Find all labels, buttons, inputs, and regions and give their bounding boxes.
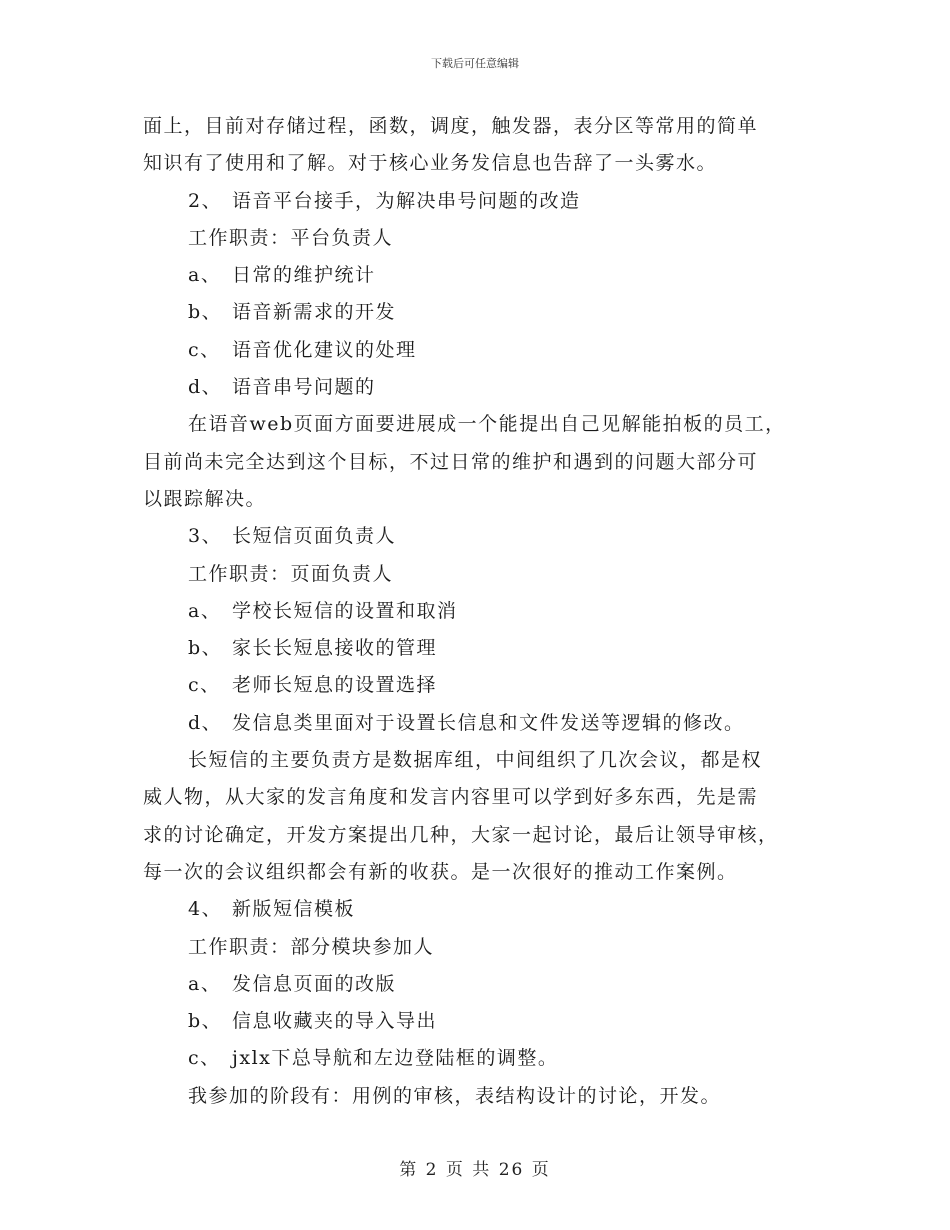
list-item <box>143 1003 813 1040</box>
list-item-text: 学校长短信的设置和取消 <box>232 599 458 622</box>
list-item-text: jxlx下总导航和左边登陆框的调整。 <box>232 1047 559 1070</box>
list-item-marker: b、 <box>188 637 223 660</box>
list-item-text: 语音串号问题的 <box>232 376 376 399</box>
list-item-marker: d、 <box>188 376 223 399</box>
list-item-marker: a、 <box>188 264 222 287</box>
list-item-text: 家长长短息接收的管理 <box>232 637 438 660</box>
page-number-footer: 第 2 页 共 26 页 <box>399 1160 551 1180</box>
paragraph-line: 威人物，从大家的发言角度和发言内容里可以学到好多东西，先是需 <box>143 786 759 809</box>
paragraph-line: 工作职责：平台负责人 <box>188 226 394 249</box>
list-item-marker: c、 <box>188 338 221 361</box>
paragraph-line: 面上，目前对存储过程，函数，调度，触发器，表分区等常用的简单 <box>143 115 759 137</box>
page-header: 下载后可任意编辑 <box>431 57 519 70</box>
list-item-marker: 4、 <box>188 898 223 921</box>
list-item-marker: b、 <box>188 301 223 324</box>
list-item-text: 长短信页面负责人 <box>232 525 397 548</box>
list-item-marker: 3、 <box>188 525 223 548</box>
list-item-marker: d、 <box>188 711 223 734</box>
list-item <box>143 1040 813 1077</box>
list-item <box>143 257 813 294</box>
list-item-text: 老师长短息的设置选择 <box>232 674 438 697</box>
list-item-text: 发信息类里面对于设置长信息和文件发送等逻辑的修改。 <box>232 711 745 734</box>
paragraph-line: 在语音web页面方面要进展成一个能提出自己见解能拍板的员工， <box>188 413 786 436</box>
list-item-text: 语音平台接手，为解决串号问题的改造 <box>232 189 581 212</box>
list-item <box>143 630 813 667</box>
paragraph-line: 知识有了使用和了解。对于核心业务发信息也告辞了一头雾水。 <box>143 152 718 175</box>
list-item-marker: c、 <box>188 1047 221 1070</box>
document-body <box>143 108 813 1115</box>
list-item <box>143 369 813 406</box>
list-item <box>143 593 813 630</box>
list-item-marker: a、 <box>188 972 222 995</box>
paragraph-line: 目前尚未完全达到这个目标，不过日常的维护和遇到的问题大部分可 <box>143 450 759 473</box>
list-item-text: 新版短信模板 <box>232 898 356 921</box>
paragraph-line: 我参加的阶段有：用例的审核，表结构设计的讨论，开发。 <box>188 1084 722 1107</box>
list-item-marker: a、 <box>188 599 222 622</box>
list-item <box>143 183 813 220</box>
paragraph-line: 以跟踪解决。 <box>143 487 267 510</box>
list-item <box>143 667 813 704</box>
list-item-marker: b、 <box>188 1010 223 1033</box>
list-item <box>143 518 813 555</box>
list-item-text: 发信息页面的改版 <box>232 972 397 995</box>
paragraph-line: 工作职责：页面负责人 <box>188 562 394 585</box>
list-item <box>143 891 813 928</box>
list-item <box>143 294 813 331</box>
list-item <box>143 705 813 742</box>
list-item-text: 语音优化建议的处理 <box>232 338 417 361</box>
list-item-text: 日常的维护统计 <box>232 264 376 287</box>
list-item-text: 语音新需求的开发 <box>232 301 397 324</box>
paragraph-line: 求的讨论确定，开发方案提出几种，大家一起讨论，最后让领导审核， <box>143 823 779 846</box>
list-item-marker: 2、 <box>188 189 223 212</box>
list-item-text: 信息收藏夹的导入导出 <box>232 1010 438 1033</box>
paragraph-line: 长短信的主要负责方是数据库组，中间组织了几次会议，都是权 <box>188 749 763 772</box>
paragraph-line: 每一次的会议组织都会有新的收获。是一次很好的推动工作案例。 <box>143 860 738 883</box>
list-item <box>143 966 813 1003</box>
paragraph-line: 工作职责：部分模块参加人 <box>188 935 435 958</box>
list-item-marker: c、 <box>188 674 221 697</box>
list-item <box>143 332 813 369</box>
